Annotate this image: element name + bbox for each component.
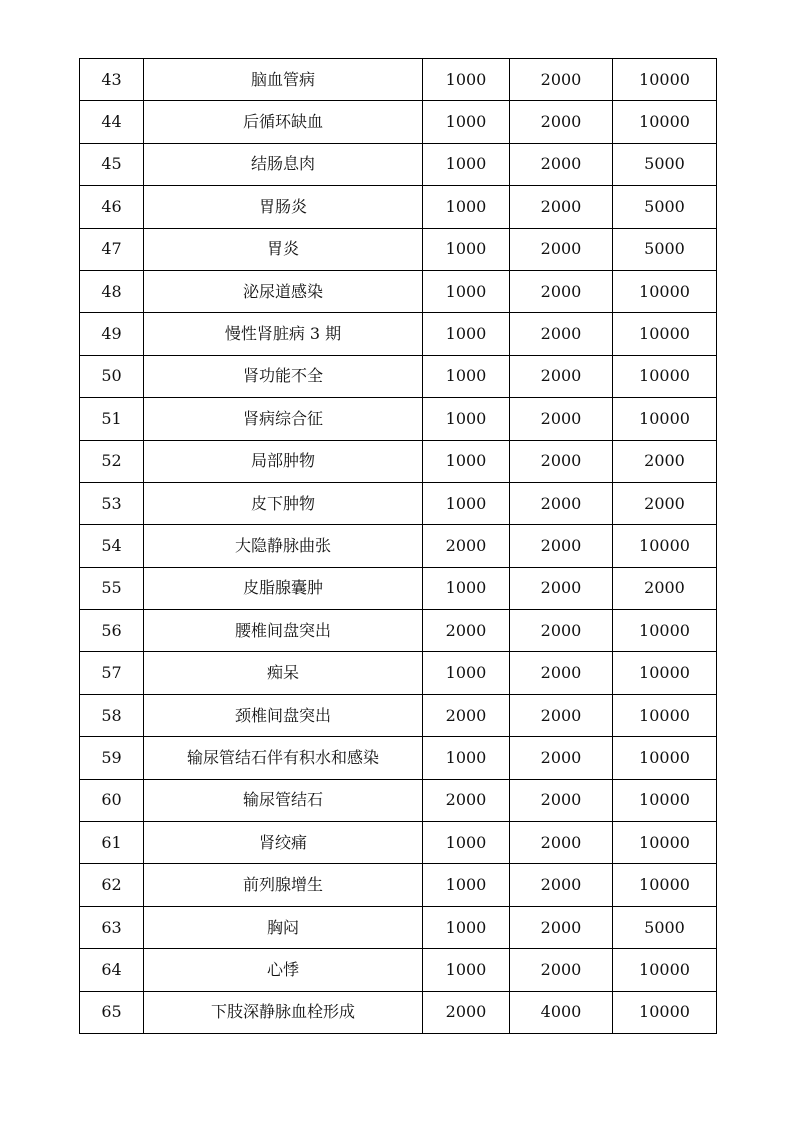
amount-2-cell: 2000 [510,228,613,270]
table-row [80,270,717,312]
amount-1-cell: 1000 [423,398,510,440]
amount-3-cell: 5000 [613,906,717,948]
diagnosis-name-cell: 结肠息肉 [144,143,423,185]
amount-3-cell: 10000 [613,822,717,864]
diagnosis-name-cell: 输尿管结石 [144,779,423,821]
amount-3-cell: 10000 [613,355,717,397]
row-number-cell: 45 [80,143,144,185]
table-row [80,398,717,440]
amount-3-cell: 2000 [613,567,717,609]
table-row [80,186,717,228]
row-number-cell: 51 [80,398,144,440]
diagnosis-name-cell: 肾病综合征 [144,398,423,440]
diagnosis-name-cell: 前列腺增生 [144,864,423,906]
amount-1-cell: 1000 [423,567,510,609]
amount-3-cell: 10000 [613,779,717,821]
row-number-cell: 62 [80,864,144,906]
table-row [80,59,717,101]
amount-2-cell: 2000 [510,610,613,652]
amount-2-cell: 2000 [510,59,613,101]
amount-2-cell: 2000 [510,270,613,312]
amount-2-cell: 2000 [510,822,613,864]
amount-2-cell: 2000 [510,567,613,609]
table-row [80,525,717,567]
amount-2-cell: 2000 [510,694,613,736]
amount-2-cell: 2000 [510,737,613,779]
diagnosis-name-cell: 颈椎间盘突出 [144,694,423,736]
table-row [80,864,717,906]
diagnosis-name-cell: 皮脂腺囊肿 [144,567,423,609]
amount-2-cell: 2000 [510,906,613,948]
row-number-cell: 46 [80,186,144,228]
amount-3-cell: 10000 [613,313,717,355]
amount-2-cell: 2000 [510,313,613,355]
amount-2-cell: 2000 [510,482,613,524]
table-row [80,101,717,143]
amount-2-cell: 2000 [510,525,613,567]
row-number-cell: 52 [80,440,144,482]
amount-2-cell: 2000 [510,652,613,694]
amount-2-cell: 2000 [510,398,613,440]
row-number-cell: 44 [80,101,144,143]
amount-1-cell: 1000 [423,949,510,991]
row-number-cell: 57 [80,652,144,694]
row-number-cell: 54 [80,525,144,567]
table-row [80,355,717,397]
amount-1-cell: 2000 [423,991,510,1033]
amount-1-cell: 1000 [423,737,510,779]
diagnosis-name-cell: 局部肿物 [144,440,423,482]
amount-1-cell: 2000 [423,779,510,821]
row-number-cell: 48 [80,270,144,312]
table-row [80,949,717,991]
row-number-cell: 58 [80,694,144,736]
amount-2-cell: 4000 [510,991,613,1033]
amount-3-cell: 10000 [613,991,717,1033]
table-row [80,610,717,652]
row-number-cell: 49 [80,313,144,355]
diagnosis-name-cell: 胸闷 [144,906,423,948]
row-number-cell: 56 [80,610,144,652]
row-number-cell: 60 [80,779,144,821]
table-row [80,440,717,482]
table-row [80,143,717,185]
amount-3-cell: 10000 [613,610,717,652]
row-number-cell: 59 [80,737,144,779]
row-number-cell: 53 [80,482,144,524]
diagnosis-name-cell: 慢性肾脏病 3 期 [144,313,423,355]
row-number-cell: 65 [80,991,144,1033]
diagnosis-name-cell: 脑血管病 [144,59,423,101]
amount-3-cell: 10000 [613,525,717,567]
diagnosis-name-cell: 胃肠炎 [144,186,423,228]
amount-2-cell: 2000 [510,779,613,821]
table-row [80,694,717,736]
amount-2-cell: 2000 [510,864,613,906]
diagnosis-name-cell: 后循环缺血 [144,101,423,143]
amount-3-cell: 10000 [613,694,717,736]
amount-1-cell: 2000 [423,525,510,567]
amount-2-cell: 2000 [510,101,613,143]
row-number-cell: 47 [80,228,144,270]
amount-1-cell: 1000 [423,355,510,397]
amount-1-cell: 1000 [423,270,510,312]
amount-3-cell: 10000 [613,270,717,312]
diagnosis-name-cell: 腰椎间盘突出 [144,610,423,652]
table-row [80,906,717,948]
diagnosis-name-cell: 输尿管结石伴有积水和感染 [144,737,423,779]
table-row [80,652,717,694]
diagnosis-name-cell: 肾功能不全 [144,355,423,397]
amount-1-cell: 1000 [423,822,510,864]
table-body [80,59,717,1034]
diagnosis-name-cell: 皮下肿物 [144,482,423,524]
amount-3-cell: 10000 [613,864,717,906]
diagnosis-name-cell: 胃炎 [144,228,423,270]
disease-amount-table [79,58,717,1034]
amount-2-cell: 2000 [510,355,613,397]
amount-1-cell: 1000 [423,186,510,228]
amount-1-cell: 1000 [423,143,510,185]
row-number-cell: 63 [80,906,144,948]
row-number-cell: 64 [80,949,144,991]
amount-3-cell: 10000 [613,398,717,440]
row-number-cell: 61 [80,822,144,864]
amount-3-cell: 2000 [613,440,717,482]
amount-3-cell: 5000 [613,143,717,185]
amount-1-cell: 1000 [423,101,510,143]
diagnosis-name-cell: 大隐静脉曲张 [144,525,423,567]
amount-1-cell: 1000 [423,228,510,270]
amount-1-cell: 1000 [423,864,510,906]
row-number-cell: 50 [80,355,144,397]
amount-2-cell: 2000 [510,186,613,228]
amount-3-cell: 10000 [613,101,717,143]
diagnosis-name-cell: 痴呆 [144,652,423,694]
amount-3-cell: 2000 [613,482,717,524]
diagnosis-name-cell: 下肢深静脉血栓形成 [144,991,423,1033]
amount-2-cell: 2000 [510,440,613,482]
table-row [80,482,717,524]
amount-1-cell: 2000 [423,694,510,736]
amount-2-cell: 2000 [510,143,613,185]
amount-1-cell: 2000 [423,610,510,652]
diagnosis-name-cell: 心悸 [144,949,423,991]
amount-1-cell: 1000 [423,906,510,948]
amount-1-cell: 1000 [423,482,510,524]
diagnosis-name-cell: 肾绞痛 [144,822,423,864]
amount-1-cell: 1000 [423,440,510,482]
amount-3-cell: 10000 [613,652,717,694]
table-row [80,779,717,821]
amount-3-cell: 10000 [613,737,717,779]
table-row [80,822,717,864]
diagnosis-name-cell: 泌尿道感染 [144,270,423,312]
amount-3-cell: 5000 [613,228,717,270]
table-row [80,313,717,355]
row-number-cell: 55 [80,567,144,609]
row-number-cell: 43 [80,59,144,101]
amount-3-cell: 5000 [613,186,717,228]
table-row [80,567,717,609]
table-row [80,991,717,1033]
table-row [80,737,717,779]
amount-3-cell: 10000 [613,59,717,101]
amount-1-cell: 1000 [423,313,510,355]
amount-1-cell: 1000 [423,652,510,694]
table-row [80,228,717,270]
amount-3-cell: 10000 [613,949,717,991]
amount-2-cell: 2000 [510,949,613,991]
amount-1-cell: 1000 [423,59,510,101]
